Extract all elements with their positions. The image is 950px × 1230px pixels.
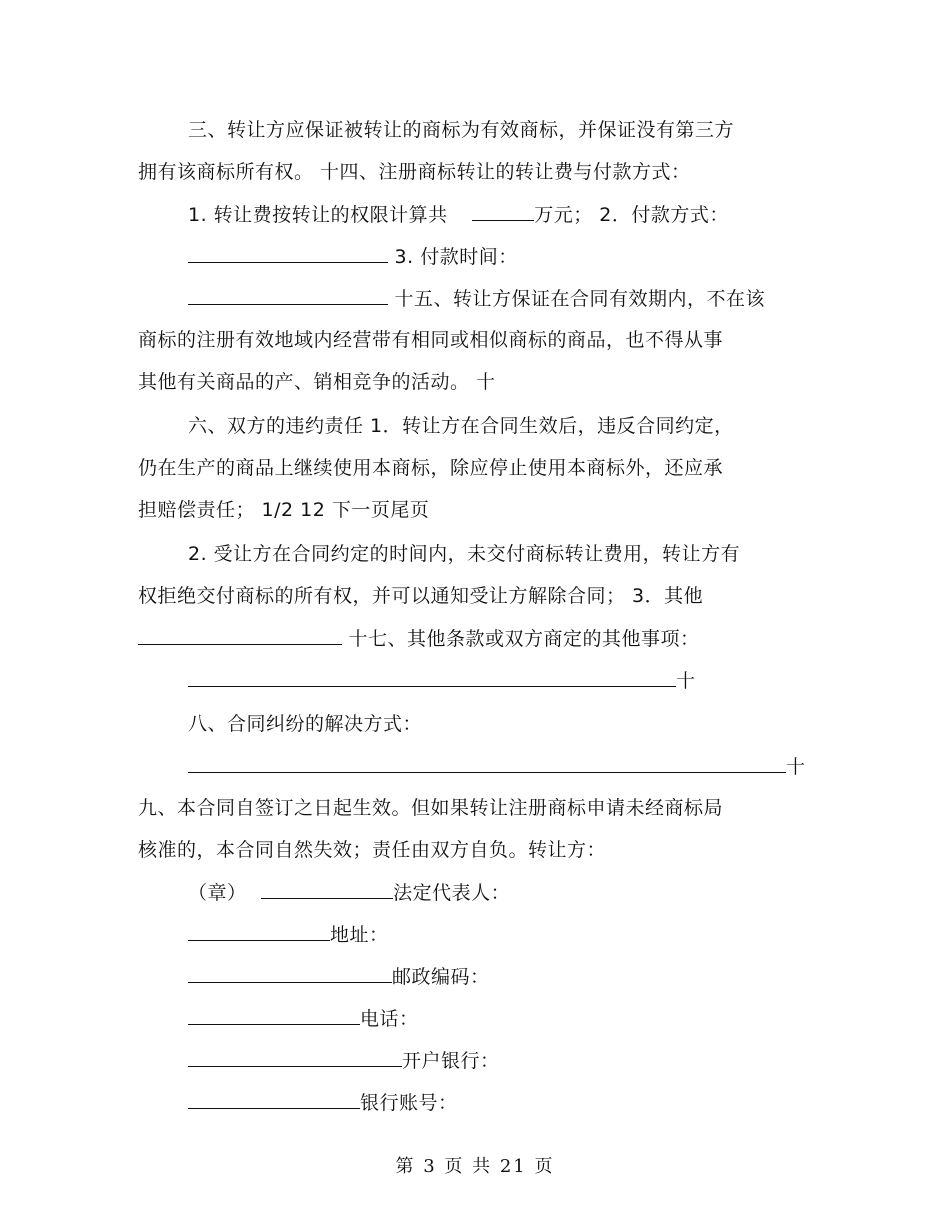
- account-label: 银行账号：: [360, 1092, 458, 1114]
- paragraph-line: 仍在生产的商品上继续使用本商标，除应停止使用本商标外，还应承: [138, 457, 724, 479]
- paragraph-line: 六、双方的违约责任 1．转让方在合同生效后，违反合同约定，: [188, 415, 734, 437]
- payment-method-blank: [188, 244, 388, 263]
- paragraph-line: 权拒绝交付商标的所有权，并可以通知受让方解除合同； 3．其他: [138, 585, 704, 607]
- bank-label: 开户银行：: [402, 1050, 500, 1072]
- legal-rep-label: 法定代表人：: [393, 882, 511, 904]
- other-terms-blank: [188, 668, 676, 687]
- payment-time-label: 3. 付款时间：: [394, 246, 518, 268]
- address-label: 地址：: [330, 924, 389, 946]
- legal-rep-blank: [188, 922, 330, 941]
- clause-15-text: 十五、转让方保证在合同有效期内，不在该: [394, 288, 766, 310]
- payment-time-blank: [188, 286, 388, 305]
- paragraph-line: 2. 受让方在合同约定的时间内，未交付商标转让费用，转让方有: [188, 543, 741, 565]
- paragraph-line: 九、本合同自签订之日起生效。但如果转让注册商标申请未经商标局: [138, 797, 724, 819]
- paragraph-line: 商标的注册有效地域内经营带有相同或相似商标的商品，也不得从事: [138, 329, 724, 351]
- paragraph-line: 核准的，本合同自然失效；责任由双方自负。转让方：: [138, 839, 607, 861]
- transfer-fee-label: 1. 转让费按转让的权限计算共: [188, 204, 448, 226]
- phone-label: 电话：: [360, 1008, 419, 1030]
- paragraph-line: [188, 244, 518, 269]
- seal-label: （章）: [188, 882, 247, 904]
- paragraph-line: 担赔偿责任； 1/2 12 下一页尾页: [138, 499, 430, 521]
- clause-number-fragment: 十: [676, 670, 696, 692]
- paragraph-line: [188, 754, 806, 779]
- signature-line: [188, 922, 389, 947]
- paragraph-line: 三、转让方应保证被转让的商标为有效商标，并保证没有第三方: [188, 119, 735, 141]
- other-blank: [138, 626, 342, 645]
- signature-line: [188, 1006, 419, 1031]
- paragraph-line: [188, 202, 729, 227]
- bank-blank: [188, 1090, 360, 1109]
- dispute-resolution-blank: [188, 754, 786, 773]
- phone-blank: [188, 1048, 402, 1067]
- signature-line: [188, 964, 490, 989]
- fee-amount-blank: [472, 202, 534, 221]
- signature-line: [188, 1048, 500, 1073]
- payment-method-label: 万元； 2．付款方式：: [534, 204, 729, 226]
- paragraph-line: 拥有该商标所有权。 十四、注册商标转让的转让费与付款方式：: [138, 161, 691, 183]
- signature-line: [188, 1090, 458, 1115]
- clause-number-fragment: 十: [786, 756, 806, 778]
- paragraph-line: [188, 286, 765, 311]
- paragraph-line: [138, 626, 700, 651]
- signature-line: [188, 880, 510, 905]
- paragraph-line: 其他有关商品的产、销相竞争的活动。 十: [138, 371, 496, 393]
- paragraph-line: 八、合同纠纷的解决方式：: [188, 713, 423, 735]
- clause-17-text: 十七、其他条款或双方商定的其他事项：: [348, 628, 700, 650]
- address-blank: [188, 964, 392, 983]
- seal-blank: [261, 880, 393, 899]
- postcode-label: 邮政编码：: [392, 966, 490, 988]
- paragraph-line: [188, 668, 696, 693]
- page-number: 第 3 页 共 21 页: [395, 1156, 555, 1177]
- postcode-blank: [188, 1006, 360, 1025]
